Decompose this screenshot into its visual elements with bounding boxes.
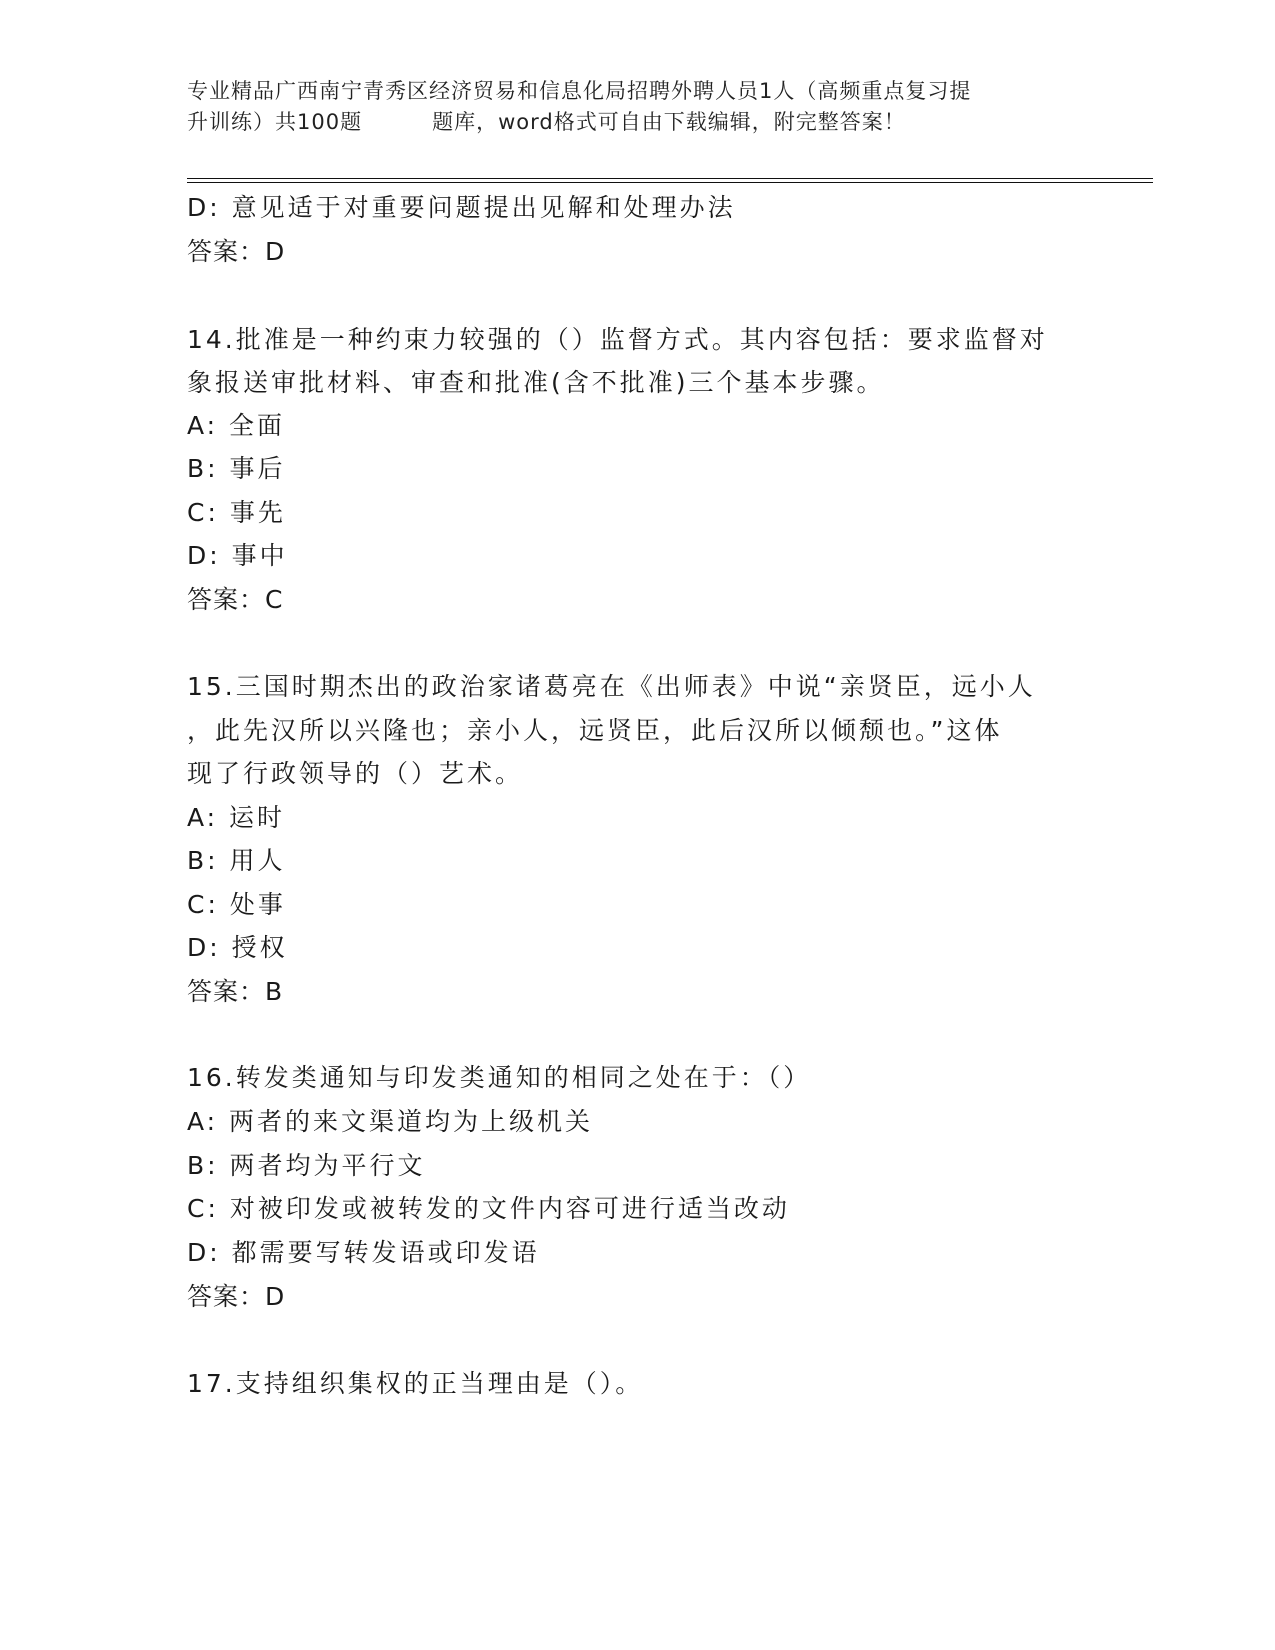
page-header (187, 76, 1087, 138)
q17-stem-line1: 17.支持组织集权的正当理由是（）。 (187, 1369, 644, 1398)
q15-stem-line3: 现了行政领导的（）艺术。 (187, 759, 524, 788)
q14-stem-line2: 象报送审批材料、审查和批准(含不批准)三个基本步骤。 (187, 368, 885, 397)
q15-answer: 答案：B (187, 977, 284, 1006)
q15-stem-line1: 15.三国时期杰出的政治家诸葛亮在《出师表》中说“亲贤臣，远小人 (187, 672, 1036, 701)
q16-option-c: C: 对被印发或被转发的文件内容可进行适当改动 (187, 1194, 790, 1223)
prev-answer: 答案：D (187, 237, 286, 266)
q15-option-a: A: 运时 (187, 803, 286, 832)
header-divider-top (187, 178, 1153, 179)
q16-option-a: A: 两者的来文渠道均为上级机关 (187, 1107, 594, 1136)
q15-option-d: D: 授权 (187, 933, 288, 962)
q14-stem-line1: 14.批准是一种约束力较强的（）监督方式。其内容包括：要求监督对 (187, 325, 1048, 354)
q14-option-b: B: 事后 (187, 454, 286, 483)
header-title-line2-part1: 升训练）共100题 (187, 110, 363, 134)
header-title-line2-part2: 题库，word格式可自由下载编辑，附完整答案！ (432, 110, 906, 134)
q15-option-b: B: 用人 (187, 846, 286, 875)
q14-option-d: D: 事中 (187, 541, 288, 570)
q14-answer: 答案：C (187, 585, 284, 614)
q15-stem-line2: ，此先汉所以兴隆也；亲小人，远贤臣，此后汉所以倾颓也。”这体 (187, 716, 1003, 745)
prev-option-d: D: 意见适于对重要问题提出见解和处理办法 (187, 193, 736, 222)
q14-option-a: A: 全面 (187, 411, 286, 440)
q16-option-b: B: 两者均为平行文 (187, 1151, 426, 1180)
q15-option-c: C: 处事 (187, 890, 286, 919)
header-divider-bottom (187, 182, 1153, 183)
q16-stem-line1: 16.转发类通知与印发类通知的相同之处在于：（） (187, 1063, 812, 1092)
header-title-line1: 专业精品广西南宁青秀区经济贸易和信息化局招聘外聘人员1人（高频重点复习提 (187, 79, 972, 103)
q16-option-d: D: 都需要写转发语或印发语 (187, 1238, 540, 1267)
q16-answer: 答案：D (187, 1282, 286, 1311)
q14-option-c: C: 事先 (187, 498, 286, 527)
header-title-line2 (187, 107, 1087, 138)
